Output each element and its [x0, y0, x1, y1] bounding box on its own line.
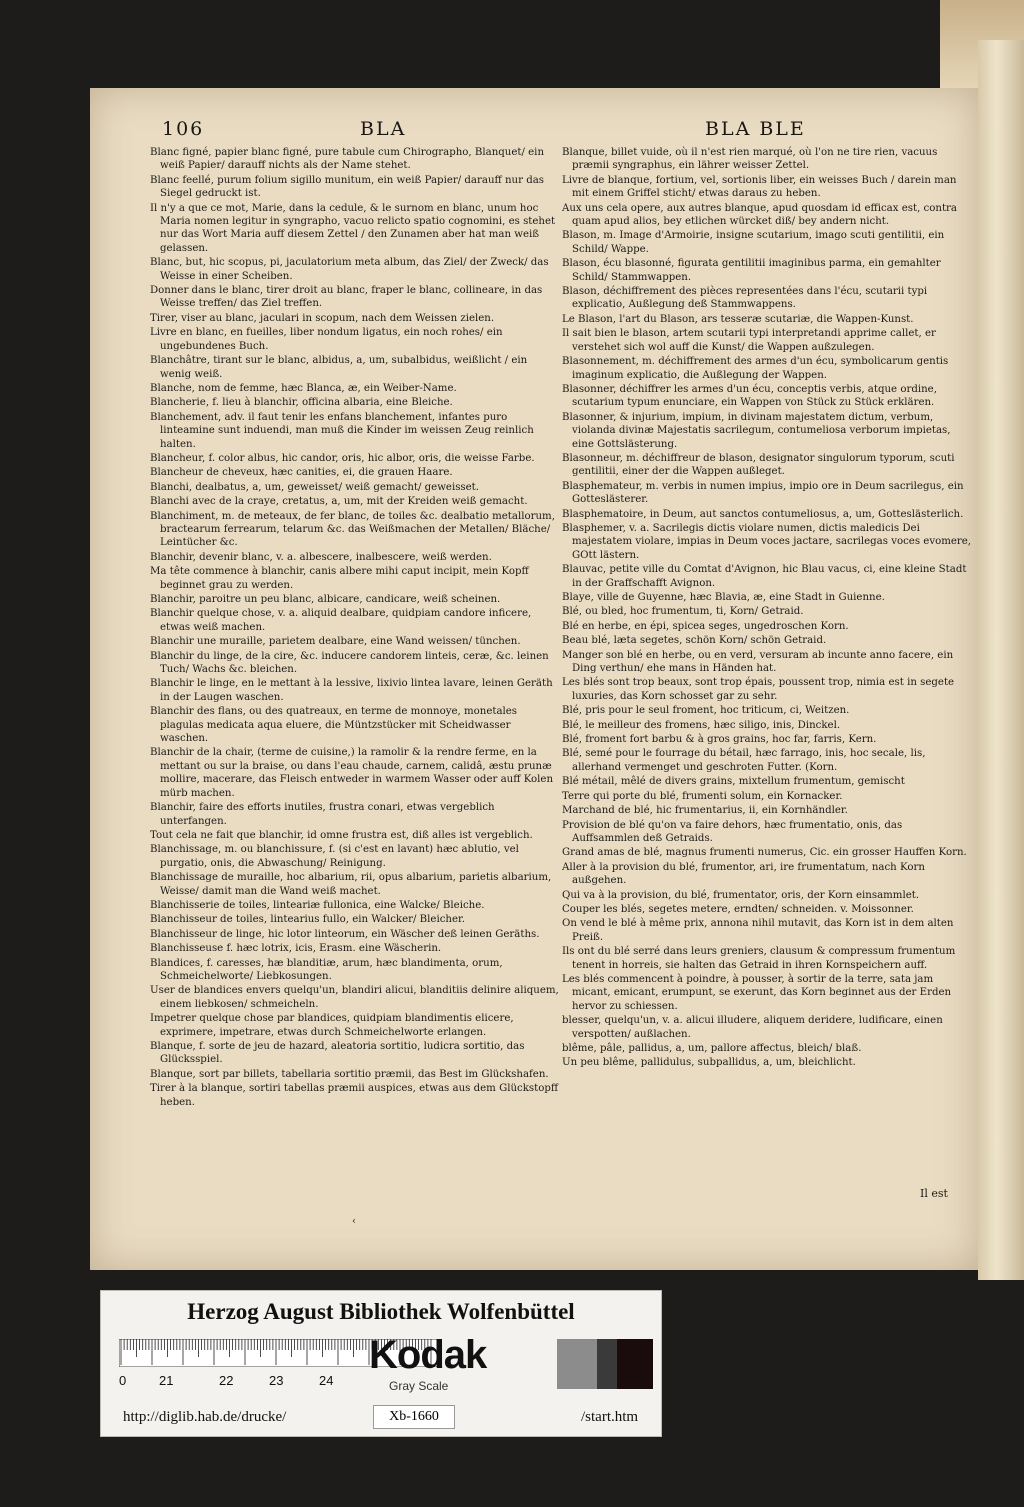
dictionary-entry: Blanchir des flans, ou des quatreaux, en terme de monnoye, monetales plagulas medicata aqua eluere, die Müntzstücker mit Scheidwasser waschen.	[150, 706, 518, 745]
dictionary-entry: Blanchi, dealbatus, a, um, geweisset/ weiß gemacht/ geweisset.	[150, 481, 480, 493]
ruler-number: 23	[269, 1373, 284, 1388]
dictionary-entry: Donner dans le blanc, tirer droit au blanc, fraper le blanc, collineare, in das Weisse treffen/ das Ziel treffen.	[150, 285, 543, 310]
kodak-logo: Kodak	[369, 1333, 487, 1377]
dictionary-entry: Blaye, ville de Guyenne, hæc Blavia, æ, eine Stadt in Guienne.	[562, 592, 885, 603]
dictionary-entry: Blanchir le linge, en le mettant à la lessive, lixivio lintea lavare, leinen Geräth in der Laugen waschen.	[150, 678, 553, 703]
dictionary-entry: Impetrer quelque chose par blandices, quidpiam blandimentis elicere, exprimere, impetrare, etwas durch Schmeichelworte erlangen.	[150, 1013, 514, 1038]
dictionary-entry: Ma tête commence à blanchir, canis albere mihi caput incipit, mein Kopff beginnet grau zu werden.	[150, 566, 529, 591]
dictionary-entry: Marchand de blé, hic frumentarius, ii, ein Kornhändler.	[562, 805, 848, 817]
ruler-number: 21	[159, 1373, 174, 1388]
dictionary-entry: Blanche, nom de femme, hæc Blanca, æ, ein Weiber-Name.	[150, 382, 457, 394]
dictionary-entry: Blanchissage de muraille, hoc albarium, rii, opus albarium, parietis albarium, Weisse/ damit man die Wand weiß machet.	[150, 872, 552, 897]
dictionary-entry: Blanchement, adv. il faut tenir les enfans blanchement, infantes puro linteamine sunt induendi, man muß die Kinder im weissen Zeug reinlich halten.	[150, 411, 534, 450]
running-head-left: BLA	[360, 118, 407, 140]
dictionary-entry: Blanchisseur de linge, hic lotor linteorum, ein Wäscher deß leinen Geräths.	[150, 928, 540, 940]
catchword: Il est	[920, 1187, 948, 1200]
dictionary-entry: Blancheur, f. color albus, hic candor, oris, hic albor, oris, die weisse Farbe.	[150, 452, 535, 464]
ruler-number: 24	[319, 1373, 334, 1388]
gray-patch-light	[557, 1339, 597, 1389]
dictionary-entry: Couper les blés, segetes metere, erndten/ schneiden. v. Moissonner.	[562, 903, 914, 915]
dictionary-entry: Blanchir de la chair, (terme de cuisine,) la ramolir & la rendre ferme, en la mettant ou sur la braise, ou dans l'eau chaude, carnem, calidâ, æstu prunæ mollire, macerare, das Fleisch entweder in warmem Wasser oder auff Kolen mürb machen.	[150, 747, 554, 799]
shelfmark: Xb-1660	[373, 1405, 455, 1429]
dictionary-entry: Ils ont du blé serré dans leurs greniers, clausum & compressum frumentum tenent in horreis, sie halten das Getraid in ihren Kornspeichern auff.	[562, 946, 956, 971]
dictionary-entry: Blanchir une muraille, parietem dealbare, eine Wand weissen/ tünchen.	[150, 636, 521, 648]
signature-mark: ‹	[352, 1216, 356, 1227]
scan-target-card	[100, 1290, 662, 1437]
dictionary-entry: Tirer, viser au blanc, jaculari in scopum, nach dem Weissen zielen.	[150, 312, 495, 324]
dictionary-entry: Le Blason, l'art du Blason, ars tesseræ scutariæ, die Wappen-Kunst.	[562, 313, 914, 325]
dictionary-entry: Blé, le meilleur des fromens, hæc siligo, inis, Dinckel.	[562, 719, 841, 731]
dictionary-entry: Blasphematoire, in Deum, aut sanctos contumeliosus, a, um, Gotteslästerlich.	[562, 508, 964, 520]
dictionary-entry: Manger son blé en herbe, ou en verd, versuram ab incunte anno facere, ein Ding verthun/ ehe mans in Händen hat.	[562, 649, 954, 675]
next-page-edge	[978, 40, 1024, 1280]
dictionary-entry: Blandices, f. caresses, hæ blanditiæ, arum, hæc blandimenta, orum, Schmeichelworte/ Liebkosungen.	[150, 957, 503, 982]
dictionary-entry: Blé, pris pour le seul froment, hoc triticum, ci, Weitzen.	[562, 705, 850, 717]
dictionary-entry: Il n'y a que ce mot, Marie, dans la cedule, & le surnom en blanc, unum hoc Maria nomen legitur in syngrapho, vacuo relicto spatio cognomini, es stehet nur das Wort Maria auff diesem Zettel / den Zunamen aber hat man weiß gelassen.	[150, 202, 556, 254]
library-name: Herzog August Bibliothek Wolfenbüttel	[187, 1299, 575, 1324]
dictionary-entry: Un peu blême, pallidulus, subpallidus, a, um, bleichlicht.	[562, 1057, 856, 1069]
dictionary-entry: Blasonneur, m. déchiffreur de blason, designator singulorum typorum, scuti gentilitii, einer der die Wappen außleget.	[562, 452, 955, 478]
dictionary-entry: Blanchir, faire des efforts inutiles, frustra conari, etwas vergeblich unterfangen.	[150, 802, 495, 827]
dictionary-entry: Tout cela ne fait que blanchir, id omne frustra est, diß alles ist vergeblich.	[150, 829, 533, 841]
dictionary-entry: Blanque, f. sorte de jeu de hazard, aleatoria sortitio, ludicra sortitio, das Glücksspiel.	[150, 1041, 525, 1066]
ruler-number: 0	[119, 1373, 127, 1388]
ruler-number: 22	[219, 1373, 234, 1388]
dictionary-entry: Terre qui porte du blé, frumenti solum, ein Kornacker.	[562, 790, 843, 802]
dictionary-entry: Blanchir quelque chose, v. a. aliquid dealbare, quidpiam candore inficere, etwas weiß machen.	[150, 608, 532, 633]
dictionary-entry: Blé en herbe, en épi, spicea seges, ungedroschen Korn.	[562, 620, 849, 632]
dictionary-entry: Blanchir, devenir blanc, v. a. albescere, inalbescere, weiß werden.	[150, 551, 492, 563]
dictionary-entry: Il sait bien le blason, artem scutarii typi interpretandi apprime callet, er verstehet sich wol auff die Kunst/ die Wappen außzulegen.	[562, 328, 936, 353]
source-url: http://diglib.hab.de/drucke/	[123, 1409, 287, 1425]
dictionary-entry: Blasonnement, m. déchiffrement des armes d'un écu, symbolicarum gentis imaginum explicatio, die Außlegung der Wappen.	[562, 356, 949, 381]
dictionary-entry: Blanc, but, hic scopus, pi, jaculatorium meta album, das Ziel/ der Zweck/ das Weisse in einer Scheiben.	[150, 257, 549, 282]
dictionary-entry: Aux uns cela opere, aux autres blanque, apud quosdam id efficax est, contra quam apud alios, bey etlichen würcket diß/ bey andern nicht.	[562, 202, 957, 228]
dictionary-entry: Blanchir, paroitre un peu blanc, albicare, candicare, weiß scheinen.	[150, 594, 501, 605]
dictionary-entry: Blasonner, & injurium, impium, in divinam majestatem dictum, verbum, violanda divinæ Majestatis sacrilegum, contumeliosa verborum impietas, eine Gottslästerung.	[562, 411, 951, 450]
dictionary-entry: Grand amas de blé, magnus frumenti numerus, Cic. ein grosser Hauffen Korn.	[562, 847, 967, 859]
dictionary-entry: Blanchir du linge, de la cire, &c. inducere candorem linteis, ceræ, &c. leinen Tuch/ Wachs &c. bleichen.	[150, 650, 549, 676]
dictionary-entry: Blanc feellé, purum folium sigillo munitum, ein weiß Papier/ darauff nur das Siegel gedruckt ist.	[150, 174, 545, 200]
dictionary-entry: Blanque, billet vuide, où il n'est rien marqué, où l'on ne tire rien, vacuus præmii syngraphus, ein lährer weisser Zettel.	[562, 147, 938, 172]
dictionary-entry: Blasphemer, v. a. Sacrilegis dictis violare numen, dictis maledicis Dei majestatem violare, impias in Deum voces jactare, sacrilegas voces evomere, GOtt lästern.	[562, 522, 972, 561]
dictionary-entry: Blanchisserie de toiles, linteariæ fullonica, eine Walcke/ Bleiche.	[150, 899, 485, 911]
dictionary-entry: Livre en blanc, en fueilles, liber nondum ligatus, ein noch rohes/ ein ungebundenes Buch.	[150, 327, 503, 352]
dictionary-entry: Blanque, sort par billets, tabellaria sortitio præmii, das Best im Glückshafen.	[150, 1068, 549, 1080]
dictionary-entry: Blason, écu blasonné, figurata gentilitii imaginibus parma, ein gemahlter Schild/ Stammwappen.	[562, 258, 941, 283]
dictionary-entry: Blanc figné, papier blanc figné, pure tabule cum Chirographo, Blanquet/ ein weiß Papier/ darauff nichts als der Name stehet.	[150, 147, 544, 172]
left-column	[150, 146, 560, 1110]
right-column	[562, 146, 972, 1071]
dictionary-entry: Les blés sont trop beaux, sont trop épais, poussent trop, nimia est in segete luxuries, das Korn schosset gar zu sehr.	[562, 677, 955, 702]
dictionary-entry: Blanchiment, m. de meteaux, de fer blanc, de toiles &c. dealbatio metallorum, bractearum ferrearum, telarum &c. das Weißmachen der Metallen/ Bläche/ Leintücher &c.	[150, 510, 555, 549]
dictionary-entry: blême, pâle, pallidus, a, um, pallore affectus, bleich/ blaß.	[562, 1043, 862, 1054]
dictionary-entry: Blasonner, déchiffrer les armes d'un écu, conceptis verbis, atque ordine, scutarium typum enunciare, ein Wappen von Stück zu Stück erklären.	[562, 383, 937, 409]
dictionary-entry: Provision de blé qu'on va faire dehors, hæc frumentatio, onis, das Auffsammlen deß Getraids.	[562, 819, 903, 844]
dictionary-entry: Aller à la provision du blé, frumentor, ari, ire frumentatum, nach Korn außgehen.	[562, 861, 925, 887]
dictionary-entry: Qui va à la provision, du blé, frumentator, oris, der Korn einsammlet.	[562, 889, 920, 901]
dictionary-entry: Blé métail, mêlé de divers grains, mixtellum frumentum, gemischt	[562, 776, 905, 788]
dictionary-entry: Tirer à la blanque, sortiri tabellas præmii auspices, etwas aus dem Glückstopff heben.	[150, 1083, 559, 1108]
dictionary-entry: Blason, m. Image d'Armoirie, insigne scutarium, imago scuti gentilitii, ein Schild/ Wappe.	[562, 230, 945, 255]
page-number: 106	[162, 118, 205, 140]
dictionary-entry: Blanchissage, m. ou blanchissure, f. (si c'est en lavant) hæc ablutio, vel purgatio, onis, die Abwaschung/ Reinigung.	[150, 844, 519, 869]
dictionary-entry: Blanchisseuse f. hæc lotrix, icis, Erasm. eine Wäscherin.	[150, 943, 442, 955]
dictionary-entry: Blé, ou bled, hoc frumentum, ti, Korn/ Getraid.	[562, 606, 804, 618]
gray-patch-black	[617, 1339, 653, 1389]
dictionary-entry: Blé, froment fort barbu & à gros grains, hoc far, farris, Kern.	[562, 734, 877, 746]
dictionary-entry: Blason, déchiffrement des pièces representées dans l'écu, scutarii typi explicatio, Außlegung deß Stammwappens.	[562, 286, 928, 311]
dictionary-entry: Blasphemateur, m. verbis in numen impius, impio ore in Deum sacrilegus, ein Gotteslästerer.	[562, 480, 964, 506]
start-link: /start.htm	[581, 1409, 639, 1425]
running-head-right: BLA BLE	[705, 118, 806, 140]
dictionary-entry: Blanchisseur de toiles, lintearius fullo, ein Walcker/ Bleicher.	[150, 914, 465, 926]
dictionary-entry: Blé, semé pour le fourrage du bétail, hæc farrago, inis, hoc secale, lis, allerhand vermenget und geschroten Futter. (Korn.	[562, 748, 926, 773]
dictionary-entry: Blanchâtre, tirant sur le blanc, albidus, a, um, subalbidus, weißlicht / ein wenig weiß.	[150, 355, 528, 380]
dictionary-entry: Blanchi avec de la craye, cretatus, a, um, mit der Kreiden weiß gemacht.	[150, 496, 528, 508]
dictionary-entry: blesser, quelqu'un, v. a. alicui illudere, aliquem deridere, ludificare, einen verspotten/ außlachen.	[562, 1015, 943, 1040]
dictionary-entry: On vend le blé à même prix, annona nihil mutavit, das Korn ist in dem alten Preiß.	[562, 918, 954, 943]
dictionary-entry: Blauvac, petite ville du Comtat d'Avignon, hic Blau vacus, ci, eine kleine Stadt in der Graffschafft Avignon.	[562, 564, 967, 589]
dictionary-entry: Livre de blanque, fortium, vel, sortionis liber, ein weisses Buch / darein man mit einem Griffel sticht/ etwas daraus zu heben.	[562, 174, 957, 200]
dictionary-entry: Blancherie, f. lieu à blanchir, officina albaria, eine Bleiche.	[150, 397, 453, 409]
gray-scale-label: Gray Scale	[389, 1379, 449, 1393]
dictionary-entry: Les blés commencent à poindre, à pousser, à sortir de la terre, sata jam micant, emicant, erumpunt, se exerunt, das Korn beginnet aus der Erden hervor zu schiessen.	[562, 973, 952, 1012]
dictionary-entry: Blancheur de cheveux, hæc canities, ei, die grauen Haare.	[150, 467, 453, 479]
dictionary-entry: Beau blé, læta segetes, schön Korn/ schön Getraid.	[562, 635, 827, 647]
dictionary-entry: User de blandices envers quelqu'un, blandiri alicui, blanditiis delinire aliquem, einem liebkosen/ schmeicheln.	[150, 985, 559, 1010]
